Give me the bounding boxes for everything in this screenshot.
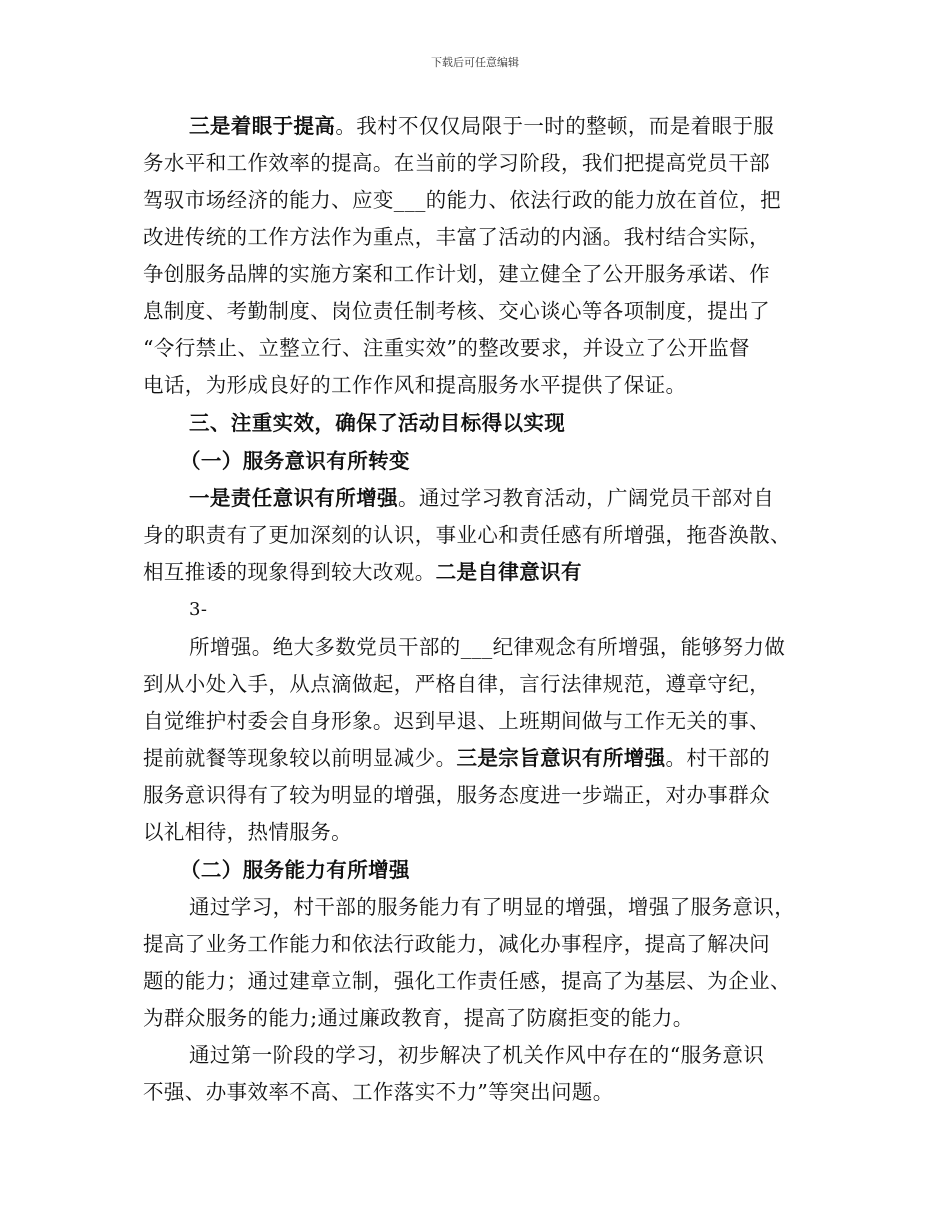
paragraph-line: 息制度、考勤制度、岗位责任制考核、交心谈心等各项制度，提出了	[143, 299, 770, 323]
paragraph-line: 提高了业务工作能力和依法行政能力，减化办事程序，提高了解决问	[143, 932, 770, 956]
paragraph-line: 以礼相待，热情服务。	[143, 820, 352, 844]
paragraph-line: 通过学习，村干部的服务能力有了明显的增强，增强了服务意识，	[189, 895, 796, 919]
paragraph-line: 通过第一阶段的学习，初步解决了机关作风中存在的“服务意识	[189, 1043, 765, 1067]
paragraph-line: 服务意识得有了较为明显的增强，服务态度进一步端正，对办事群众	[143, 783, 770, 807]
subsection-heading: （一）服务意识有所转变	[180, 449, 410, 473]
text-run: 。我村不仅仅局限于一时的整顿，而是着眼于服	[335, 114, 775, 138]
paragraph-line: “令行禁止、立整立行、注重实效”的整改要求，并设立了公开监督	[143, 336, 750, 360]
bold-lead: 三是着眼于提高	[189, 114, 336, 138]
page-number: 3-	[189, 599, 208, 620]
section-heading: 三、注重实效，确保了活动目标得以实现	[189, 411, 566, 435]
paragraph-line: 自觉维护村委会自身形象。迟到早退、上班期间做与工作无关的事、	[143, 709, 770, 733]
bold-lead: 一是责任意识有所增强	[189, 486, 398, 510]
paragraph-line: 电话，为形成良好的工作作风和提高服务水平提供了保证。	[143, 373, 687, 397]
paragraph-line: 改进传统的工作方法作为重点，丰富了活动的内涵。我村结合实际，	[143, 225, 770, 249]
paragraph-line: 所增强。绝大多数党员干部的___纪律观念有所增强，能够努力做	[189, 635, 786, 659]
paragraph-line	[189, 112, 774, 140]
paragraph-line: 题的能力；通过建章立制，强化工作责任感，提高了为基层、为企业、	[143, 969, 791, 993]
paragraph-line: 身的职责有了更加深刻的认识，事业心和责任感有所增强，拖沓涣散、	[143, 523, 791, 547]
subsection-heading: （二）服务能力有所增强	[180, 858, 410, 882]
paragraph-line: 争创服务品牌的实施方案和工作计划，建立健全了公开服务承诺、作	[143, 262, 770, 286]
text-run: 。村干部的	[665, 746, 770, 770]
paragraph-line	[143, 558, 582, 586]
paragraph-line: 为群众服务的能力;通过廉政教育，提高了防腐拒变的能力。	[143, 1006, 694, 1030]
text-run: 相互推诿的现象得到较大改观。	[143, 560, 436, 584]
paragraph-line	[189, 484, 774, 512]
bold-lead: 三是宗旨意识有所增强	[456, 746, 666, 770]
paragraph-line: 到从小处入手，从点滴做起，严格自律，言行法律规范，遵章守纪，	[143, 672, 770, 696]
text-run: 。通过学习教育活动，广阔党员干部对自	[398, 486, 775, 510]
bold-lead: 二是自律意识有	[435, 560, 582, 584]
page-header: 下载后可任意编辑	[431, 56, 519, 69]
paragraph-line: 驾驭市场经济的能力、应变___的能力、依法行政的能力放在首位，把	[143, 188, 782, 212]
paragraph-line: 务水平和工作效率的提高。在当前的学习阶段，我们把提高党员干部	[143, 151, 770, 175]
paragraph-line	[143, 744, 770, 772]
paragraph-line: 不强、办事效率不高、工作落实不力”等突出问题。	[143, 1080, 614, 1104]
text-run: 提前就餐等现象较以前明显减少。	[143, 746, 457, 770]
